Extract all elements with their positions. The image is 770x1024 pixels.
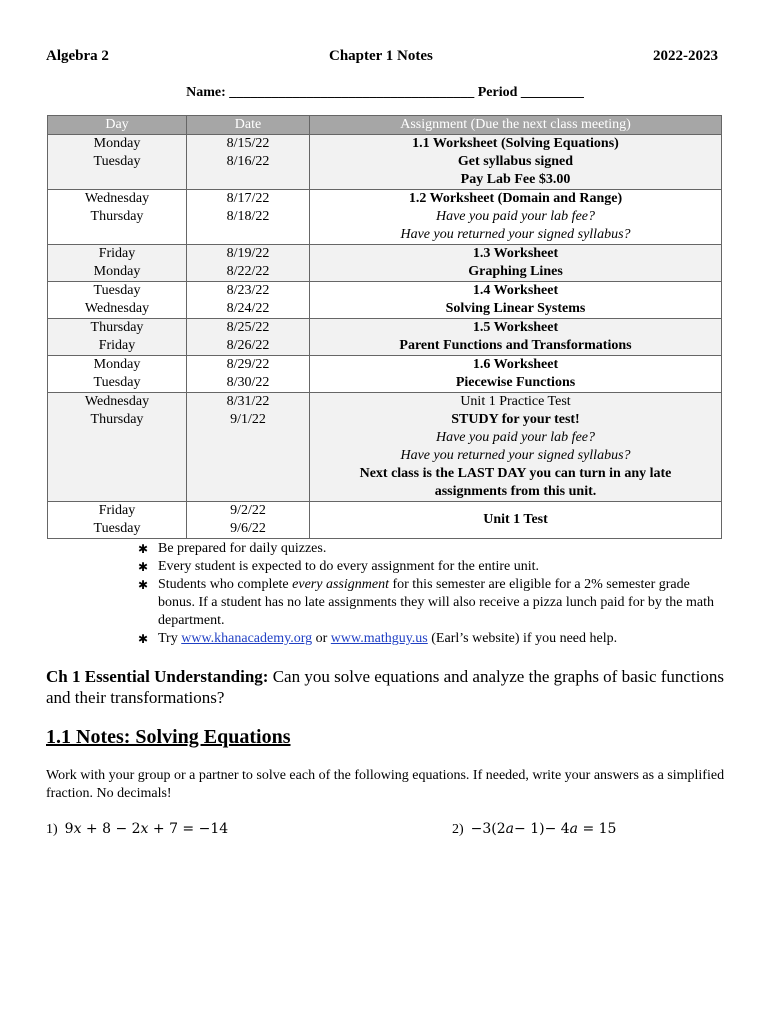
date-text: 8/29/22 (226, 357, 270, 372)
header-date: Date (187, 116, 310, 135)
date-text: 8/19/22 (226, 246, 270, 261)
assignment-cell (310, 245, 722, 282)
assignment-text: Next class is the LAST DAY you can turn in any late (359, 466, 672, 481)
assignment-text: 1.3 Worksheet (472, 246, 559, 261)
date-text: 8/31/22 (226, 394, 270, 409)
asterisk-bullet-icon: ✱ (138, 560, 149, 574)
table-row (48, 356, 722, 393)
date-text: 8/18/22 (226, 209, 270, 224)
assignment-text: Graphing Lines (468, 264, 563, 279)
name-period-line (0, 85, 770, 101)
assignment-text: Piecewise Functions (455, 375, 576, 390)
assignment-text: Parent Functions and Transformations (399, 338, 632, 353)
date-text: 8/24/22 (226, 301, 270, 316)
asterisk-bullet-icon: ✱ (138, 578, 149, 592)
date-cell (187, 319, 310, 356)
day-text: Thursday (90, 209, 144, 224)
list-item (138, 558, 728, 576)
note-text: Students who complete (158, 577, 293, 592)
date-text: 8/22/22 (226, 264, 270, 279)
asterisk-bullet-icon: ✱ (138, 632, 149, 646)
problem-number: 1) (46, 822, 58, 837)
date-cell (187, 190, 310, 245)
day-text: Monday (93, 357, 141, 372)
note-text: (Earl’s website) if you need help. (427, 631, 618, 646)
note-text: Try (158, 631, 182, 646)
essential-question: Can you solve equations and analyze the graphs of basic functions and their transformations? (46, 667, 725, 707)
period-label: Period (474, 85, 521, 100)
notes-list (138, 540, 728, 648)
essential-understanding (46, 666, 736, 708)
date-text: 8/17/22 (226, 191, 270, 206)
day-cell (48, 190, 187, 245)
date-cell (187, 282, 310, 319)
table-header-row (48, 116, 722, 135)
assignment-cell (310, 502, 722, 539)
header-day: Day (48, 116, 187, 135)
asterisk-bullet-icon: ✱ (138, 542, 149, 556)
assignment-cell (310, 190, 722, 245)
name-label: Name: (186, 85, 230, 100)
date-text: 8/23/22 (226, 283, 270, 298)
day-text: Tuesday (93, 521, 141, 536)
day-cell (48, 245, 187, 282)
assignment-text: 1.4 Worksheet (472, 283, 559, 298)
problem-number: 2) (452, 822, 464, 837)
assignment-text: Unit 1 Test (483, 512, 548, 527)
problem-equation: 9𝑥 + 8 − 2𝑥 + 7 = −14 (64, 821, 229, 837)
header-assignment: Assignment (Due the next class meeting) (310, 116, 722, 135)
date-text: 8/25/22 (226, 320, 270, 335)
assignment-cell (310, 356, 722, 393)
day-cell (48, 393, 187, 502)
day-cell (48, 319, 187, 356)
note-emphasis: every assignment (292, 577, 389, 592)
table-row (48, 135, 722, 190)
list-item (138, 630, 728, 648)
assignment-text: Have you paid your lab fee? (435, 430, 595, 445)
date-text: 8/30/22 (226, 375, 270, 390)
date-cell (187, 245, 310, 282)
assignment-schedule-table (47, 115, 722, 539)
note-text: Be prepared for daily quizzes. (158, 541, 327, 556)
day-cell (48, 502, 187, 539)
assignment-text: Have you returned your signed syllabus? (400, 448, 631, 463)
assignment-text: 1.2 Worksheet (Domain and Range) (408, 191, 623, 206)
date-text: 9/6/22 (230, 521, 266, 536)
day-text: Tuesday (93, 375, 141, 390)
period-blank: _________ (520, 85, 584, 100)
assignment-cell (310, 393, 722, 502)
note-text: or (312, 631, 331, 646)
assignment-text: 1.6 Worksheet (472, 357, 559, 372)
table-row (48, 319, 722, 356)
day-text: Friday (98, 338, 136, 353)
note-text: for this semester are eligible for a 2% semester grade bonus. If a student has no late assignments they will also receive a pizza lunch paid for by the math department. (158, 577, 714, 628)
day-text: Friday (98, 503, 136, 518)
day-text: Monday (93, 264, 141, 279)
day-cell (48, 356, 187, 393)
assignment-cell (310, 135, 722, 190)
assignment-text: Unit 1 Practice Test (460, 394, 571, 409)
assignment-text: Solving Linear Systems (445, 301, 586, 316)
table-row (48, 282, 722, 319)
khanacademy-link[interactable]: www.khanacademy.org (181, 631, 313, 646)
problem-equation: −3(2𝑎− 1)− 4𝑎 = 15 (470, 821, 617, 837)
assignment-text: Have you returned your signed syllabus? (400, 227, 631, 242)
day-cell (48, 135, 187, 190)
essential-label: Ch 1 Essential Understanding: (46, 667, 269, 686)
problem-1 (46, 821, 228, 838)
assignment-text: 1.1 Worksheet (Solving Equations) (412, 136, 619, 151)
list-item (138, 576, 728, 630)
day-text: Thursday (90, 412, 144, 427)
table-row (48, 393, 722, 502)
day-text: Wednesday (84, 191, 150, 206)
list-item (138, 540, 728, 558)
assignment-text: Get syllabus signed (457, 154, 574, 169)
date-text: 8/15/22 (226, 136, 270, 151)
assignment-text: Pay Lab Fee $3.00 (460, 172, 571, 187)
note-text: Every student is expected to do every assignment for the entire unit. (158, 559, 540, 574)
day-text: Friday (98, 246, 136, 261)
day-text: Monday (93, 136, 141, 151)
date-text: 8/26/22 (226, 338, 270, 353)
table-body (48, 135, 722, 539)
date-text: 9/2/22 (230, 503, 266, 518)
table-row (48, 190, 722, 245)
mathguy-link[interactable]: www.mathguy.us (330, 631, 428, 646)
school-year: 2022-2023 (653, 48, 718, 64)
assignment-cell (310, 282, 722, 319)
date-text: 9/1/22 (230, 412, 266, 427)
notes-title: Chapter 1 Notes (329, 48, 433, 64)
assignment-text: 1.5 Worksheet (472, 320, 559, 335)
section-heading: 1.1 Notes: Solving Equations (46, 726, 291, 748)
assignment-text: STUDY for your test! (451, 412, 580, 427)
date-text: 8/16/22 (226, 154, 270, 169)
section-instructions: Work with your group or a partner to solve each of the following equations. If needed, write your answers as a simplified fraction. No decimals! (46, 768, 725, 801)
table-row (48, 245, 722, 282)
assignment-text: assignments from this unit. (434, 484, 597, 499)
problem-2 (452, 821, 616, 838)
assignment-cell (310, 319, 722, 356)
date-cell (187, 393, 310, 502)
date-cell (187, 502, 310, 539)
table-row (48, 502, 722, 539)
day-text: Wednesday (84, 301, 150, 316)
course-name: Algebra 2 (46, 48, 109, 64)
day-cell (48, 282, 187, 319)
assignment-text: Have you paid your lab fee? (435, 209, 595, 224)
date-cell (187, 356, 310, 393)
day-text: Thursday (90, 320, 144, 335)
name-blank: ___________________________________ (229, 85, 475, 100)
day-text: Wednesday (84, 394, 150, 409)
date-cell (187, 135, 310, 190)
day-text: Tuesday (93, 154, 141, 169)
day-text: Tuesday (93, 283, 141, 298)
